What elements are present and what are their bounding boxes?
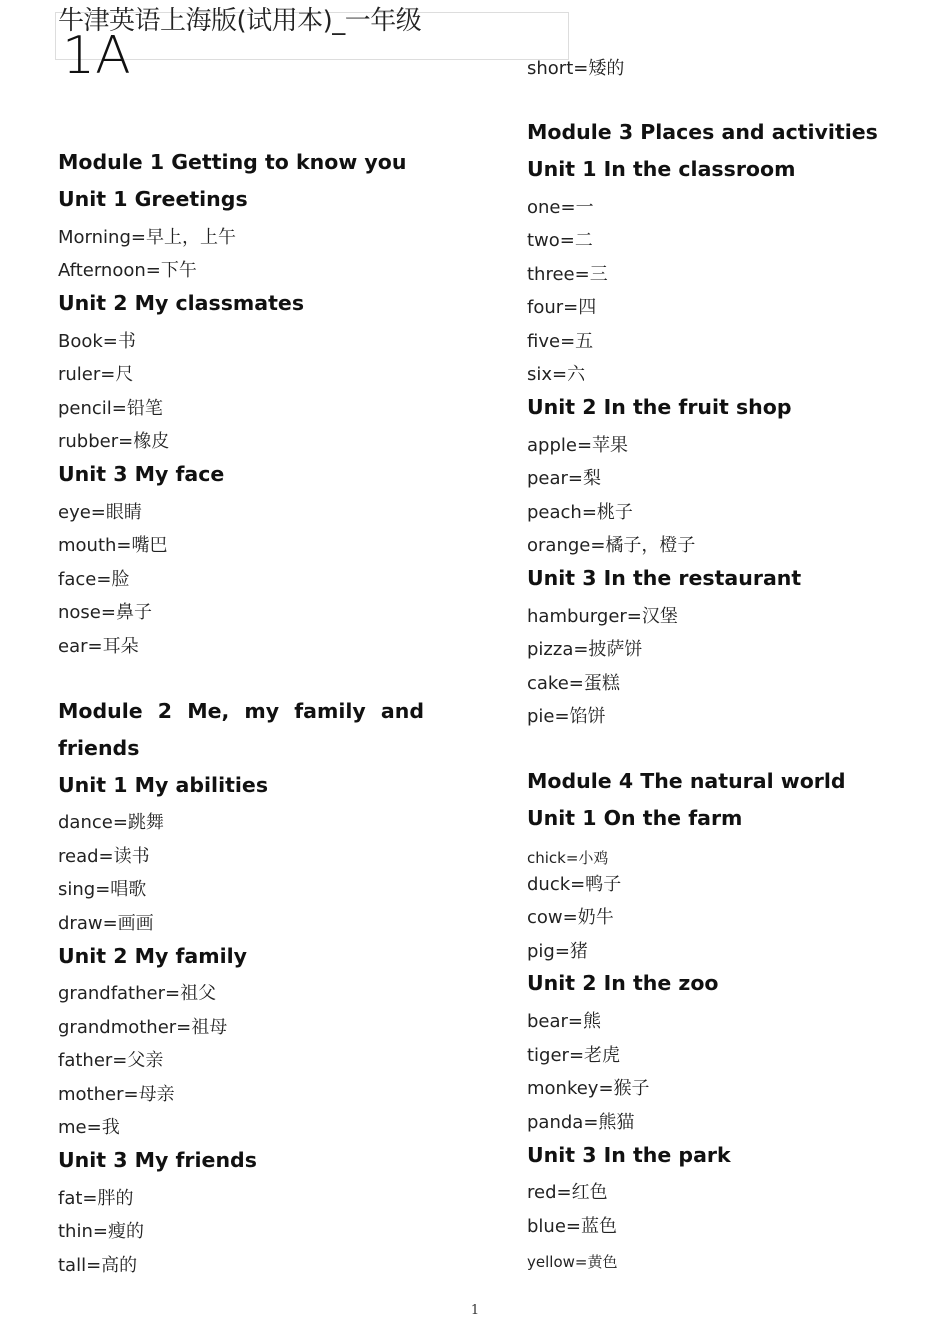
vocab-item: one=一 [527,197,594,218]
vocab-item: mouth=嘴巴 [58,535,168,556]
vocab-item: cow=奶牛 [527,907,614,928]
grade-label: 1A [62,26,131,86]
vocab-item: tall=高的 [58,1255,138,1276]
vocab-item: six=六 [527,364,586,385]
module-2-heading-line-2: friends [58,736,140,760]
module-4-unit-1-heading: Unit 1 On the farm [527,806,743,830]
vocab-item: sing=唱歌 [58,879,147,900]
vocab-item: ear=耳朵 [58,636,139,657]
module-1-heading: Module 1 Getting to know you [58,150,407,174]
vocab-item: pizza=披萨饼 [527,639,643,660]
vocab-item: Morning=早上，上午 [58,227,236,248]
page-number: 1 [470,1303,480,1318]
vocab-item: dance=跳舞 [58,812,164,833]
vocab-item: father=父亲 [58,1050,164,1071]
vocab-item: blue=蓝色 [527,1216,617,1237]
vocab-item: duck=鸭子 [527,874,622,895]
vocab-item: bear=熊 [527,1011,602,1032]
vocab-item: short=矮的 [527,58,625,79]
module-4-unit-2-heading: Unit 2 In the zoo [527,971,719,995]
vocab-item: monkey=猴子 [527,1078,650,1099]
vocab-item: four=四 [527,297,597,318]
module-2-heading-line-1: Module 2 Me, my family and [58,699,424,723]
vocab-item: yellow=黄色 [527,1253,618,1271]
vocab-item: panda=熊猫 [527,1112,635,1133]
vocab-item: tiger=老虎 [527,1045,621,1066]
module-1-unit-1-heading: Unit 1 Greetings [58,187,248,211]
vocab-item: cake=蛋糕 [527,673,620,694]
vocab-item: chick=小鸡 [527,849,609,867]
module-3-unit-3-heading: Unit 3 In the restaurant [527,566,802,590]
vocab-item: thin=瘦的 [58,1221,144,1242]
vocab-item: nose=鼻子 [58,602,152,623]
vocab-item: five=五 [527,331,594,352]
vocab-item: Book=书 [58,331,136,352]
vocab-item: two=二 [527,230,593,251]
vocab-item: pie=馅饼 [527,706,606,727]
vocab-item: ruler=尺 [58,364,134,385]
vocab-item: me=我 [58,1117,120,1138]
vocab-item: pencil=铅笔 [58,398,163,419]
vocab-item: read=读书 [58,846,150,867]
document-title: 牛津英语上海版(试用本)_一年级 [58,6,422,36]
module-1-unit-2-heading: Unit 2 My classmates [58,291,305,315]
module-4-unit-3-heading: Unit 3 In the park [527,1143,731,1167]
vocab-item: orange=橘子，橙子 [527,535,696,556]
vocab-item: red=红色 [527,1182,608,1203]
vocab-item: grandfather=祖父 [58,983,217,1004]
module-3-unit-1-heading: Unit 1 In the classroom [527,157,796,181]
module-2-unit-2-heading: Unit 2 My family [58,944,248,968]
vocab-item: eye=眼睛 [58,502,142,523]
vocab-item: Afternoon=下午 [58,260,197,281]
vocab-item: hamburger=汉堡 [527,606,678,627]
vocab-item: grandmother=祖母 [58,1017,228,1038]
vocab-item: draw=画画 [58,913,154,934]
vocab-item: three=三 [527,264,608,285]
vocab-item: mother=母亲 [58,1084,175,1105]
vocab-item: pig=猪 [527,941,588,962]
module-2-unit-1-heading: Unit 1 My abilities [58,773,269,797]
vocab-item: peach=桃子 [527,502,633,523]
module-4-heading: Module 4 The natural world [527,769,846,793]
vocab-item: face=脸 [58,569,130,590]
vocab-item: rubber=橡皮 [58,431,170,452]
vocab-item: fat=胖的 [58,1188,134,1209]
vocab-item: pear=梨 [527,468,602,489]
module-1-unit-3-heading: Unit 3 My face [58,462,225,486]
module-2-unit-3-heading: Unit 3 My friends [58,1148,257,1172]
module-3-heading: Module 3 Places and activities [527,120,878,144]
module-3-unit-2-heading: Unit 2 In the fruit shop [527,395,792,419]
vocab-item: apple=苹果 [527,435,629,456]
